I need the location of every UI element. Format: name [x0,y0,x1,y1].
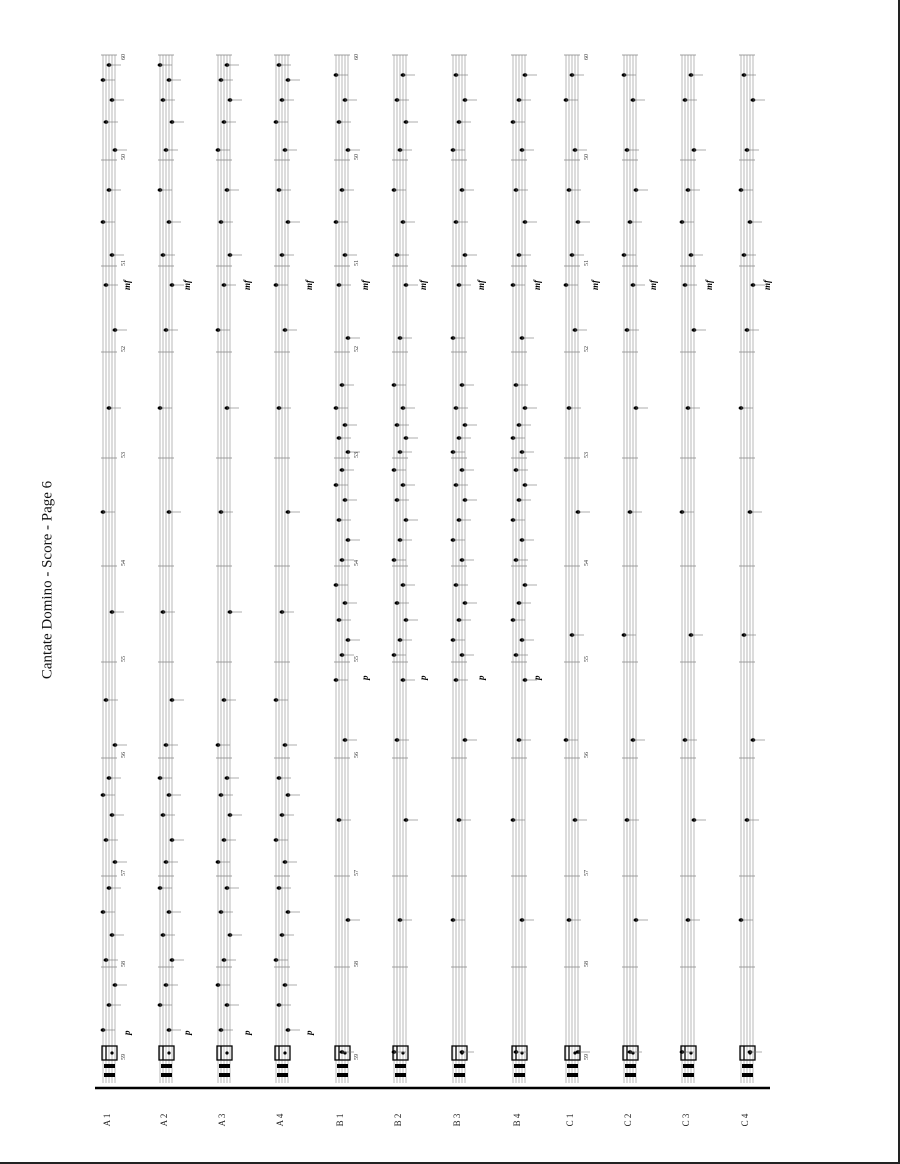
dynamic-p: p [182,1030,192,1035]
staff-label: C 2 [623,1113,633,1127]
measure-number: 51 [354,260,360,266]
dynamic-mf: mf [590,280,600,290]
dynamic-p: p [122,1030,132,1035]
measure-number: 52 [121,346,127,352]
measure-number: 54 [584,560,590,566]
clef-icon [167,1051,170,1054]
measure-number: 57 [354,870,360,876]
time-signature-icon [219,1064,230,1068]
staff-label: B 1 [335,1113,345,1127]
measure-number: 53 [584,452,590,458]
page-title: Cantate Domino - Score - Page 6 [39,480,56,680]
staff-label: A 4 [275,1113,285,1127]
dynamic-mf: mf [242,280,252,290]
time-signature-icon [395,1073,406,1077]
time-signature-icon [567,1073,578,1077]
measure-number: 59 [121,1054,127,1060]
dynamic-mf: mf [418,280,428,290]
time-signature-icon [161,1064,172,1068]
measure-number: 56 [121,752,127,758]
dynamic-mf: mf [360,280,370,290]
time-signature-icon [742,1073,753,1077]
time-signature-icon [454,1064,465,1068]
time-signature-icon [683,1064,694,1068]
clef-icon [283,1051,286,1054]
time-signature-icon [104,1073,115,1077]
time-signature-icon [625,1064,636,1068]
measure-number: 54 [121,560,127,566]
measure-number: 54 [354,560,360,566]
time-signature-icon [277,1073,288,1077]
dynamic-p: p [418,675,428,680]
time-signature-icon [514,1073,525,1077]
time-signature-icon [104,1064,115,1068]
staff-label: A 3 [217,1113,227,1127]
time-signature-icon [454,1073,465,1077]
dynamic-p: p [360,675,370,680]
staff-label: B 4 [512,1113,522,1127]
clef-icon [225,1051,228,1054]
dynamic-mf: mf [476,280,486,290]
staff-label: B 2 [393,1113,403,1127]
measure-number: 59 [354,1054,360,1060]
time-signature-icon [337,1073,348,1077]
time-signature-icon [514,1064,525,1068]
measure-number: 55 [354,656,360,662]
measure-number: 60 [354,54,360,60]
measure-number: 50 [584,154,590,160]
time-signature-icon [625,1073,636,1077]
time-signature-icon [567,1064,578,1068]
measure-number: 59 [584,1054,590,1060]
staff-label: C 3 [681,1113,691,1127]
measure-number: 50 [121,154,127,160]
time-signature-icon [277,1064,288,1068]
time-signature-icon [683,1073,694,1077]
dynamic-mf: mf [532,280,542,290]
staff-label: A 2 [159,1113,169,1127]
dynamic-p: p [476,675,486,680]
dynamic-p: p [532,675,542,680]
measure-number: 57 [584,870,590,876]
measure-number: 53 [121,452,127,458]
measure-number: 55 [584,656,590,662]
time-signature-icon [161,1073,172,1077]
staff-label: B 3 [452,1113,462,1127]
dynamic-mf: mf [182,280,192,290]
clef-icon [110,1051,113,1054]
dynamic-mf: mf [762,280,772,290]
dynamic-mf: mf [122,280,132,290]
measure-number: 57 [121,870,127,876]
measure-number: 58 [354,961,360,967]
staff-label: C 4 [740,1113,750,1127]
dynamic-mf: mf [304,280,314,290]
measure-number: 51 [584,260,590,266]
measure-number: 60 [121,54,127,60]
measure-number: 55 [121,656,127,662]
dynamic-mf: mf [648,280,658,290]
time-signature-icon [395,1064,406,1068]
measure-number: 52 [354,346,360,352]
dynamic-p: p [304,1030,314,1035]
measure-number: 51 [121,260,127,266]
staff-label: A 1 [102,1113,112,1127]
measure-number: 50 [354,154,360,160]
measure-number: 53 [354,452,360,458]
staff-label: C 1 [565,1113,575,1127]
measure-number: 60 [584,54,590,60]
measure-number: 58 [121,961,127,967]
measure-number: 56 [354,752,360,758]
dynamic-p: p [242,1030,252,1035]
time-signature-icon [742,1064,753,1068]
dynamic-mf: mf [704,280,714,290]
time-signature-icon [219,1073,230,1077]
measure-number: 52 [584,346,590,352]
time-signature-icon [337,1064,348,1068]
measure-number: 58 [584,961,590,967]
measure-number: 56 [584,752,590,758]
